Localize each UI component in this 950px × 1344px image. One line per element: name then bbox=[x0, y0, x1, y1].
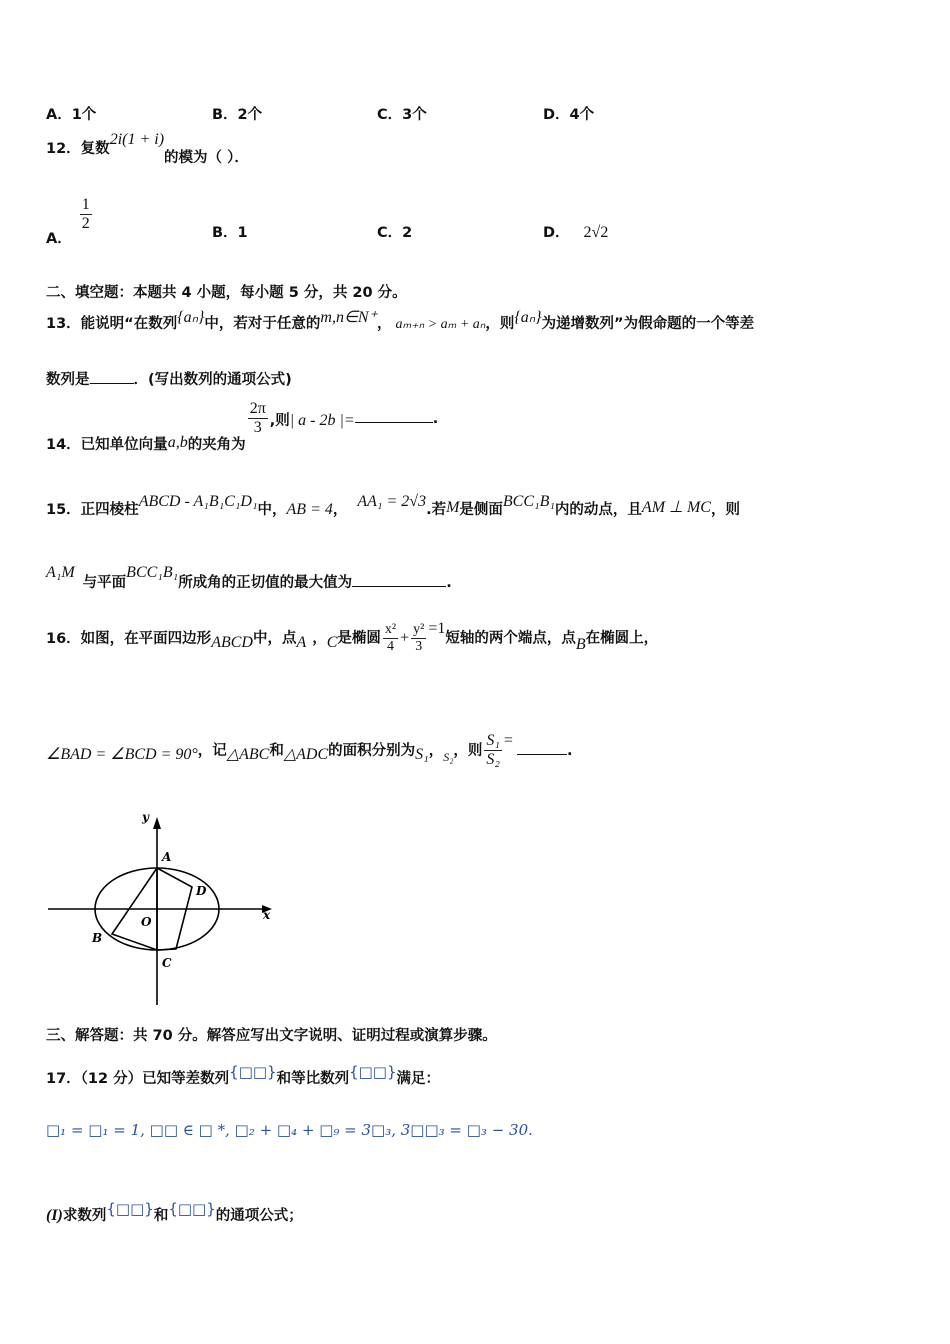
question-17-part1: (I)求数列{□□}和{□□}的通项公式； bbox=[46, 1200, 303, 1224]
option-a: A．1个 bbox=[46, 107, 97, 123]
q13-answer-blank[interactable] bbox=[90, 383, 134, 384]
question-15-line2: A₁M与平面BCC₁B₁所成角的正切值的最大值为 . bbox=[46, 564, 452, 591]
q12-option-b: B．1 bbox=[212, 225, 248, 241]
label-y: y bbox=[142, 810, 149, 824]
label-c: C bbox=[162, 956, 172, 970]
section-2-title: 二、填空题：本题共 4 小题，每小题 5 分，共 20 分。 bbox=[46, 285, 407, 301]
question-13-line2: 数列是 ．(写出数列的通项公式) bbox=[46, 372, 292, 388]
label-a: A bbox=[162, 850, 172, 864]
option-b: B．2个 bbox=[212, 107, 263, 123]
q16-answer-blank[interactable] bbox=[517, 754, 567, 755]
y-axis-arrow-icon bbox=[153, 817, 161, 829]
q12-option-c: C．2 bbox=[377, 225, 413, 241]
question-16-line2: ∠BAD = ∠BCD = 90°，记△ABC和△ADC的面积分别为S₁，$_{S_2}$，则 $\frac{\text{S₁}}{\text{S₂}}$ =. bbox=[46, 731, 573, 769]
question-13: 13．能说明“在数列{aₙ}中，若对于任意的m,n∈N⁺， aₘ₊ₙ > aₘ + aₙ，则{aₙ}为递增数列”为假命题的一个等差 bbox=[46, 309, 755, 332]
option-c: C．3个 bbox=[377, 107, 427, 123]
label-d: D bbox=[196, 884, 207, 898]
q12-expr: 2i(1 + i) bbox=[109, 131, 165, 148]
q12-option-d: D． 2√2 bbox=[543, 224, 609, 241]
section-3-title: 三、解答题：共 70 分。解答应写出文字说明、证明过程或演算步骤。 bbox=[46, 1028, 497, 1044]
question-15: 15．正四棱柱ABCD - A₁B₁C₁D₁中，AB = 4， AA₁ = 2√3.若M是侧面BCC₁B₁内的动点，且AM ⊥ MC，则 bbox=[46, 493, 740, 518]
question-17: 17．（12 分）已知等差数列{□□}和等比数列{□□}满足： bbox=[46, 1063, 441, 1087]
q12-tail: 的模为（ ）． bbox=[164, 150, 249, 166]
label-b: B bbox=[92, 931, 103, 945]
option-d: D．4个 bbox=[543, 107, 595, 123]
q12-option-a: A． $\frac{1}{2}$ bbox=[46, 196, 90, 247]
question-12 bbox=[46, 131, 910, 166]
question-17-formula: □₁ = □₁ = 1, □□ ∈ □ *, □₂ + □₄ + □₉ = 3□₃, 3□□₃ = □₃ − 30. bbox=[46, 1121, 533, 1139]
q12-number: 12．复数 bbox=[46, 141, 110, 157]
question-14: 14．已知单位向量a,b的夹角为 $\frac{2\pi}{3}$ ,则| a - 2b |= . bbox=[46, 400, 439, 453]
q14-answer-blank[interactable] bbox=[355, 422, 433, 423]
label-o: O bbox=[141, 915, 152, 929]
label-x: x bbox=[263, 908, 271, 922]
ellipse-figure bbox=[40, 805, 280, 1010]
q15-answer-blank[interactable] bbox=[352, 586, 446, 587]
question-16: 16．如图，在平面四边形ABCD中，点A ，C是椭圆 $\frac{\text{x²}}{4}$ + $\frac{\text{y²}}{3}$ =1短轴的两个端点，点B在椭圆上， bbox=[46, 619, 659, 655]
